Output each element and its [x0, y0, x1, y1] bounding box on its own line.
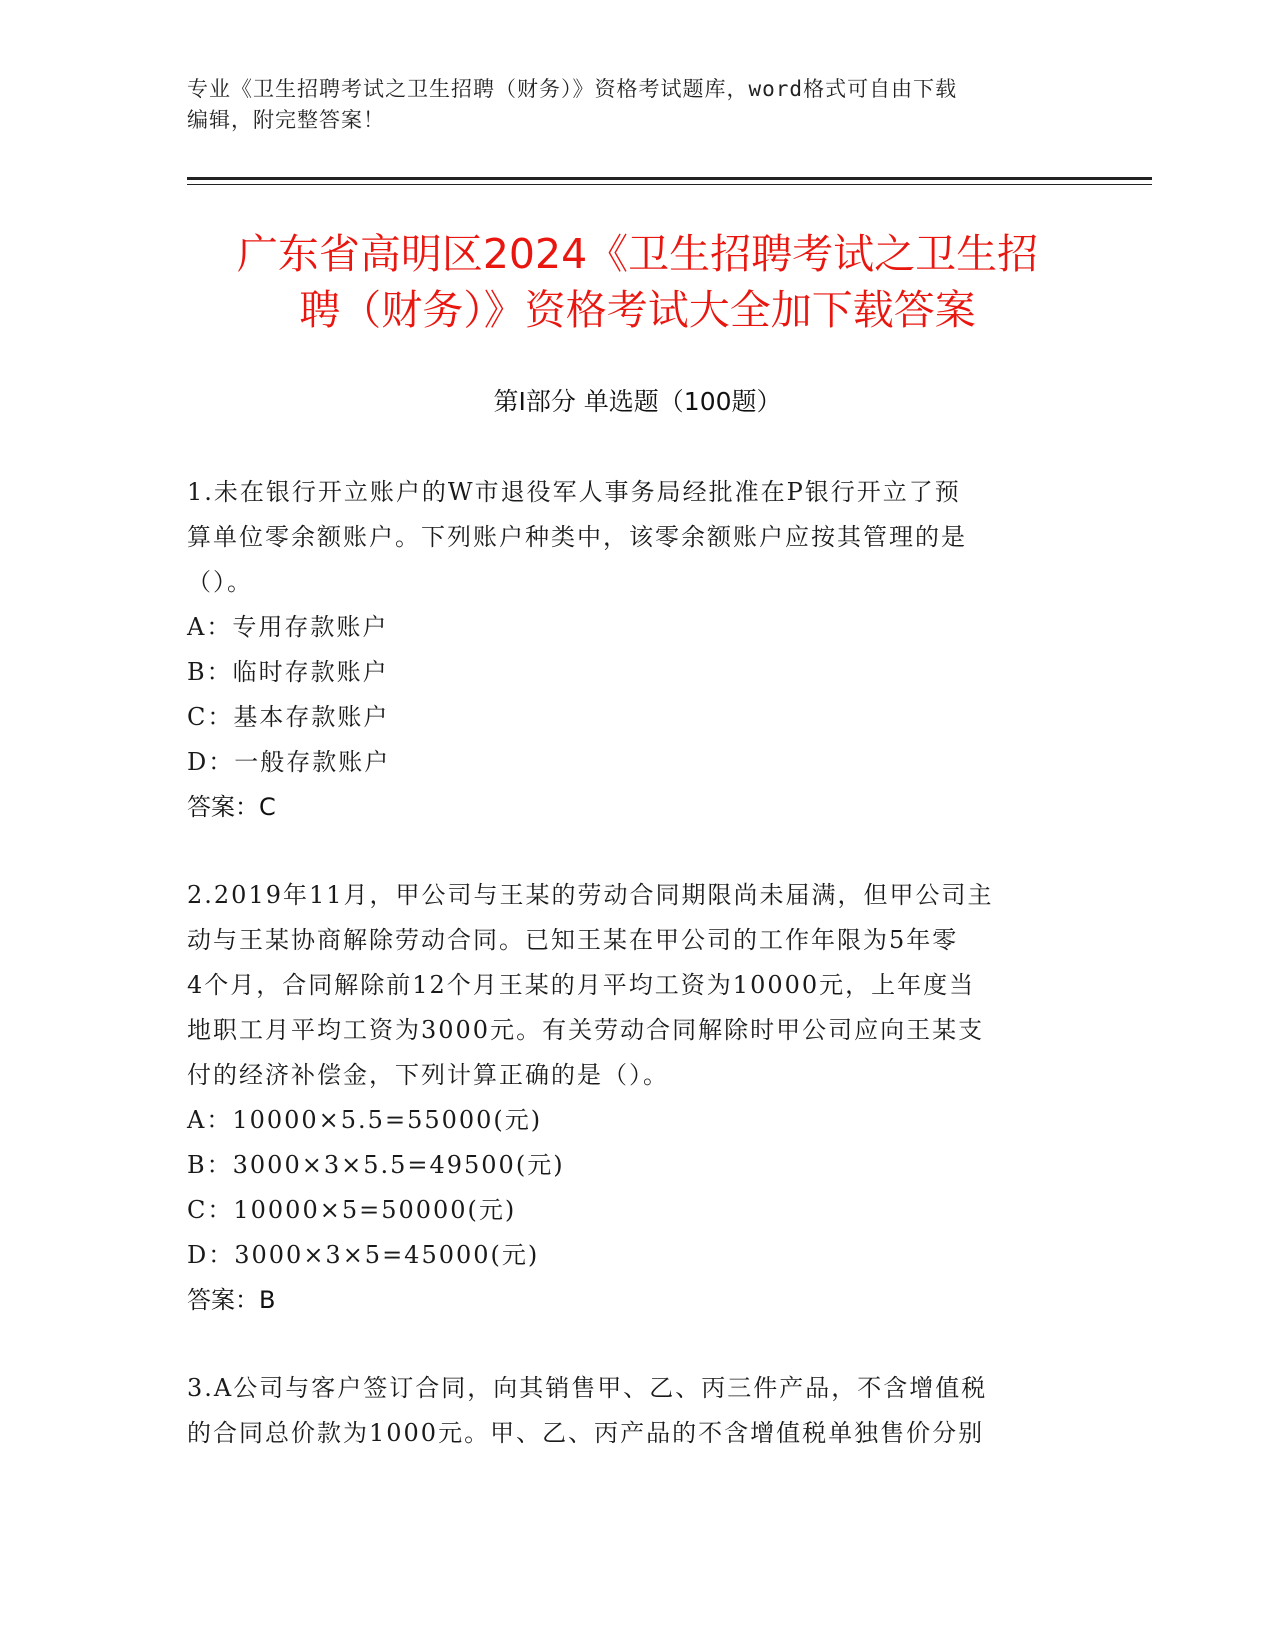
- question-line: （）。: [187, 568, 253, 596]
- question-line: 3.A公司与客户签订合同，向其销售甲、乙、丙三件产品，不含增值税: [187, 1374, 988, 1402]
- option-d: D：一般存款账户: [187, 748, 391, 776]
- option-b: B：3000×3×5.5=49500(元): [187, 1151, 565, 1179]
- question-3: [187, 1366, 1077, 1456]
- question-line: 1.未在银行开立账户的W市退役军人事务局经批准在P银行开立了预: [187, 478, 961, 506]
- option-a: A：10000×5.5=55000(元): [187, 1106, 543, 1134]
- question-line: 付的经济补偿金，下列计算正确的是（）。: [187, 1061, 669, 1089]
- document-title-line-1: 广东省高明区2024《卫生招聘考试之卫生招: [236, 230, 1039, 278]
- section-heading: 第Ⅰ部分 单选题（100题）: [493, 387, 782, 416]
- answer: 答案：C: [187, 793, 276, 821]
- question-line: 地职工月平均工资为3000元。有关劳动合同解除时甲公司应向王某支: [187, 1016, 985, 1044]
- header-rule-thick: [187, 177, 1152, 180]
- question-line: 算单位零余额账户。下列账户种类中，该零余额账户应按其管理的是: [187, 523, 967, 551]
- question-text: [187, 1366, 1077, 1456]
- option-c: C：基本存款账户: [187, 703, 390, 731]
- question-text: [187, 873, 1077, 1098]
- header-line-1: 专业《卫生招聘考试之卫生招聘（财务）》资格考试题库，word格式可自由下载: [187, 77, 958, 101]
- option-c: C：10000×5=50000(元): [187, 1196, 517, 1224]
- question-1: [187, 470, 1077, 830]
- option-a: A：专用存款账户: [187, 613, 389, 641]
- question-line: 的合同总价款为1000元。甲、乙、丙产品的不含增值税单独售价分别: [187, 1419, 985, 1447]
- page-header: [187, 74, 1067, 136]
- option-b: B：临时存款账户: [187, 658, 389, 686]
- question-text: [187, 470, 1077, 605]
- question-2: [187, 873, 1077, 1323]
- question-line: 4个月，合同解除前12个月王某的月平均工资为10000元，上年度当: [187, 971, 976, 999]
- document-title-line-2: 聘（财务）》资格考试大全加下载答案: [299, 286, 976, 334]
- question-line: 2.2019年11月，甲公司与王某的劳动合同期限尚未届满，但甲公司主: [187, 881, 994, 909]
- answer: 答案：B: [187, 1286, 276, 1314]
- header-rule-thin: [187, 184, 1152, 185]
- option-d: D：3000×3×5=45000(元): [187, 1241, 540, 1269]
- question-list: [187, 470, 1077, 1499]
- question-line: 动与王某协商解除劳动合同。已知王某在甲公司的工作年限为5年零: [187, 926, 959, 954]
- document-title: [150, 226, 1125, 338]
- header-line-2: 编辑，附完整答案！: [187, 108, 385, 132]
